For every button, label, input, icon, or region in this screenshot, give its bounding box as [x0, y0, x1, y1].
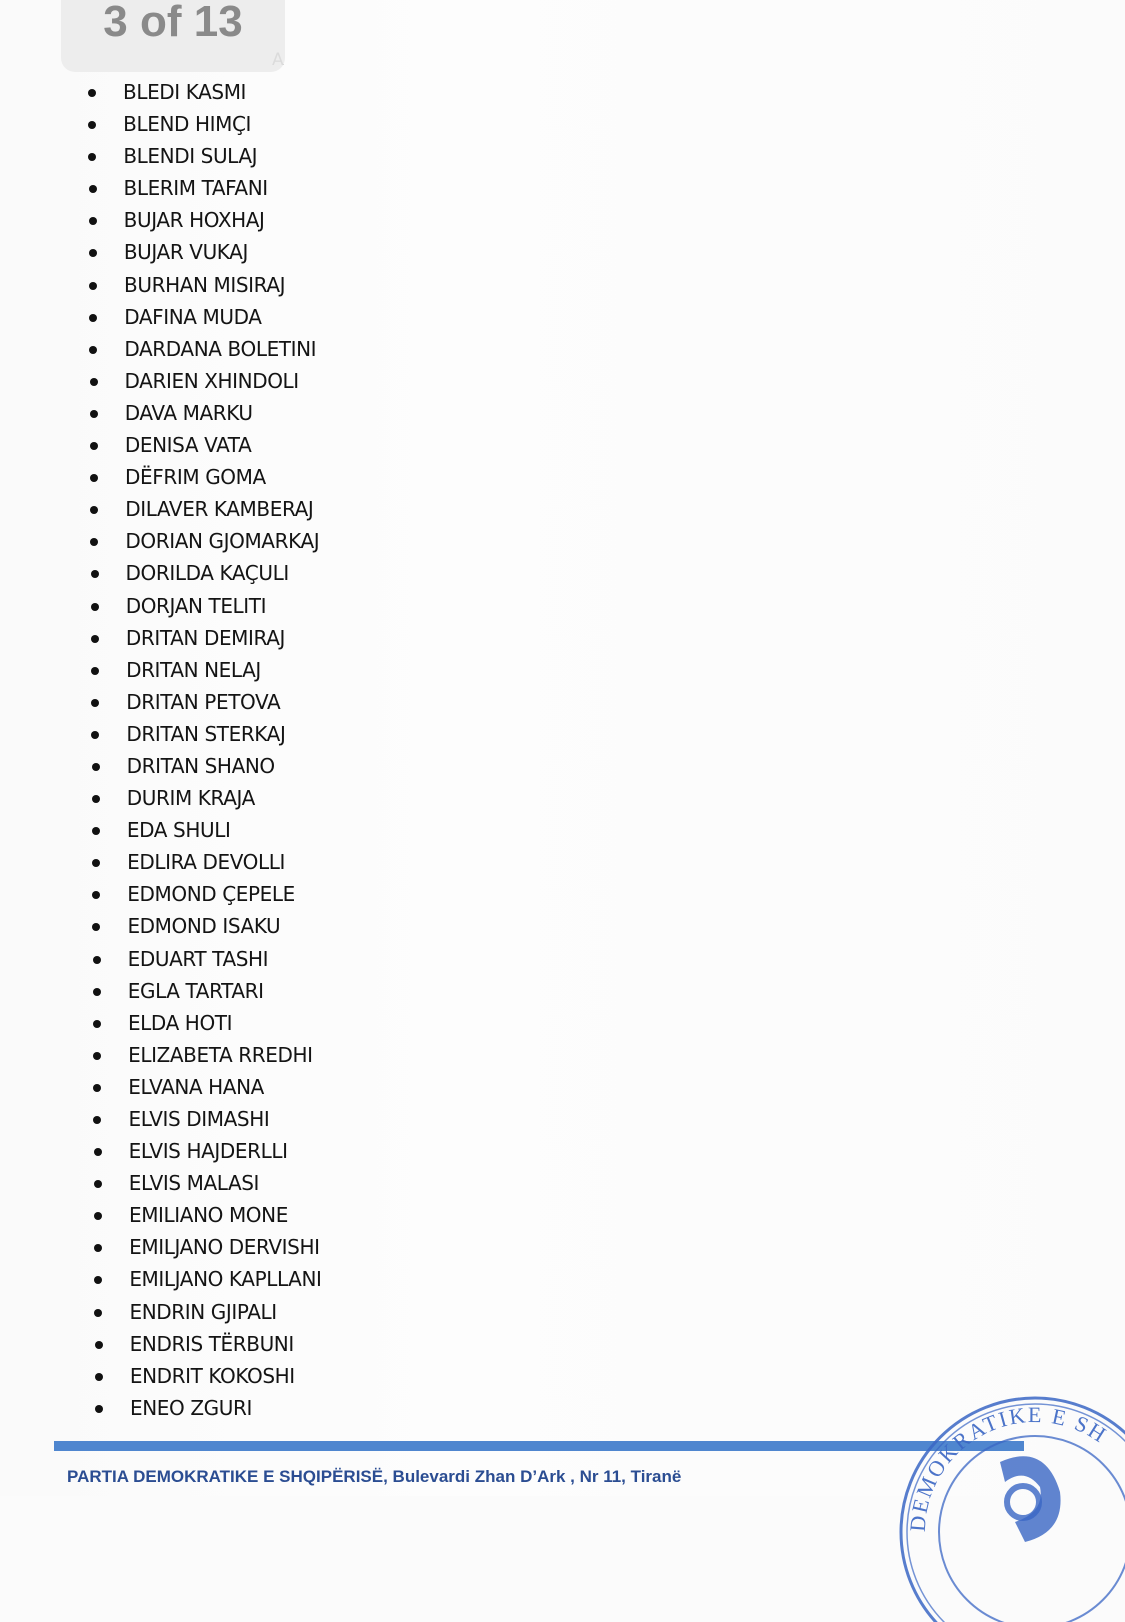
bullet-icon — [89, 185, 97, 193]
member-name: ENDRIT KOKOSHI — [129, 1363, 295, 1388]
member-name: DAFINA MUDA — [124, 304, 262, 329]
member-name: EGLA TARTARI — [127, 978, 264, 1003]
member-name: ELVIS HAJDERLLI — [128, 1139, 288, 1164]
bullet-icon — [93, 956, 101, 964]
member-name: DRITAN DEMIRAJ — [125, 625, 286, 650]
page-indicator-text: 3 of 13 — [103, 0, 243, 46]
member-name: ELDA HOTI — [127, 1010, 233, 1035]
member-name: DRITAN NELAJ — [126, 657, 261, 682]
member-name: DENISA VATA — [124, 433, 252, 458]
member-name: DRITAN STERKAJ — [126, 721, 286, 746]
bullet-icon — [94, 1309, 102, 1317]
member-name: BLEND HIMÇI — [123, 112, 252, 137]
bullet-icon — [95, 1405, 103, 1413]
member-name: EDUART TASHI — [127, 946, 269, 971]
bullet-icon — [91, 667, 99, 675]
member-name: EMILJANO DERVISHI — [129, 1235, 320, 1260]
member-name: DILAVER KAMBERAJ — [125, 497, 314, 522]
bullet-icon — [93, 1020, 101, 1028]
member-name: ENEO ZGURI — [130, 1395, 252, 1420]
member-name: BUJAR HOXHAJ — [123, 208, 265, 233]
member-name: DAVA MARKU — [124, 400, 253, 425]
bullet-icon — [90, 474, 98, 482]
member-name: DËFRIM GOMA — [125, 465, 266, 490]
member-name: DARDANA BOLETINI — [124, 336, 317, 361]
svg-text:DEMOKRATIKE E SH: DEMOKRATIKE E SH — [904, 1401, 1113, 1533]
member-name: EMILIANO MONE — [128, 1203, 288, 1228]
bullet-icon — [89, 249, 97, 257]
member-name: ELVIS DIMASHI — [128, 1107, 270, 1131]
bullet-icon — [94, 1148, 102, 1156]
bullet-icon — [91, 699, 99, 707]
member-name: DARIEN XHINDOLI — [124, 368, 299, 393]
member-name: EDMOND ISAKU — [127, 914, 281, 939]
party-stamp-seal — [895, 1382, 1125, 1622]
bullet-icon — [94, 1180, 102, 1188]
bullet-icon — [94, 1212, 102, 1220]
bullet-icon — [93, 1116, 101, 1124]
bullet-icon — [93, 1084, 101, 1092]
bullet-icon — [91, 635, 99, 643]
bullet-icon — [90, 506, 98, 514]
bullet-icon — [89, 282, 97, 290]
member-name: DORJAN TELITI — [125, 593, 267, 618]
bullet-icon — [92, 763, 100, 771]
member-name: BUJAR VUKAJ — [123, 240, 248, 265]
member-name: EDMOND ÇEPELE — [127, 882, 295, 907]
member-name: ELIZABETA RREDHI — [128, 1042, 313, 1067]
member-name: DRITAN PETOVA — [126, 689, 281, 714]
bullet-icon — [91, 603, 99, 611]
bullet-icon — [89, 217, 97, 225]
member-name: DORILDA KAÇULI — [125, 561, 289, 586]
bullet-icon — [93, 988, 101, 996]
footer-divider-bar — [54, 1441, 1024, 1451]
bullet-icon — [92, 795, 100, 803]
member-name: BURHAN MISIRAJ — [124, 272, 286, 297]
bullet-icon — [89, 346, 97, 354]
member-name: EDA SHULI — [126, 818, 231, 843]
member-name: ELVANA HANA — [128, 1074, 264, 1099]
member-name: DURIM KRAJA — [126, 786, 255, 811]
bullet-icon — [88, 121, 96, 129]
bullet-icon — [90, 442, 98, 450]
member-name: BLERIM TAFANI — [123, 176, 268, 201]
bullet-icon — [94, 1244, 102, 1252]
bullet-icon — [88, 89, 96, 97]
member-name: BLENDI SULAJ — [123, 144, 258, 169]
member-name: ENDRIS TËRBUNI — [129, 1331, 294, 1356]
bullet-icon — [90, 410, 98, 418]
member-name: ELVIS MALASI — [128, 1171, 260, 1196]
bullet-icon — [92, 891, 100, 899]
footer-address: PARTIA DEMOKRATIKE E SHQIPËRISË, Bulevardi Zhan D’Ark , Nr 11, Tiranë — [67, 1467, 682, 1486]
bullet-icon — [91, 570, 99, 578]
page-indicator-badge — [61, 0, 285, 72]
bullet-icon — [90, 378, 98, 386]
bullet-icon — [91, 731, 99, 739]
bullet-icon — [89, 314, 97, 322]
member-name: BLEDI KASMI — [123, 80, 247, 104]
member-name: EDLIRA DEVOLLI — [127, 850, 285, 875]
bullet-icon — [95, 1341, 103, 1349]
bullet-icon — [95, 1373, 103, 1381]
member-name: EMILJANO KAPLLANI — [129, 1267, 322, 1292]
member-name: DRITAN SHANO — [126, 753, 275, 778]
bullet-icon — [92, 859, 100, 867]
bullet-icon — [93, 1052, 101, 1060]
bullet-icon — [92, 827, 100, 835]
member-name: ENDRIN GJIPALI — [129, 1299, 277, 1324]
bullet-icon — [92, 923, 100, 931]
member-name: DORIAN GJOMARKAJ — [125, 529, 320, 554]
bullet-icon — [94, 1276, 102, 1284]
bullet-icon — [90, 538, 98, 546]
bullet-icon — [88, 153, 96, 161]
